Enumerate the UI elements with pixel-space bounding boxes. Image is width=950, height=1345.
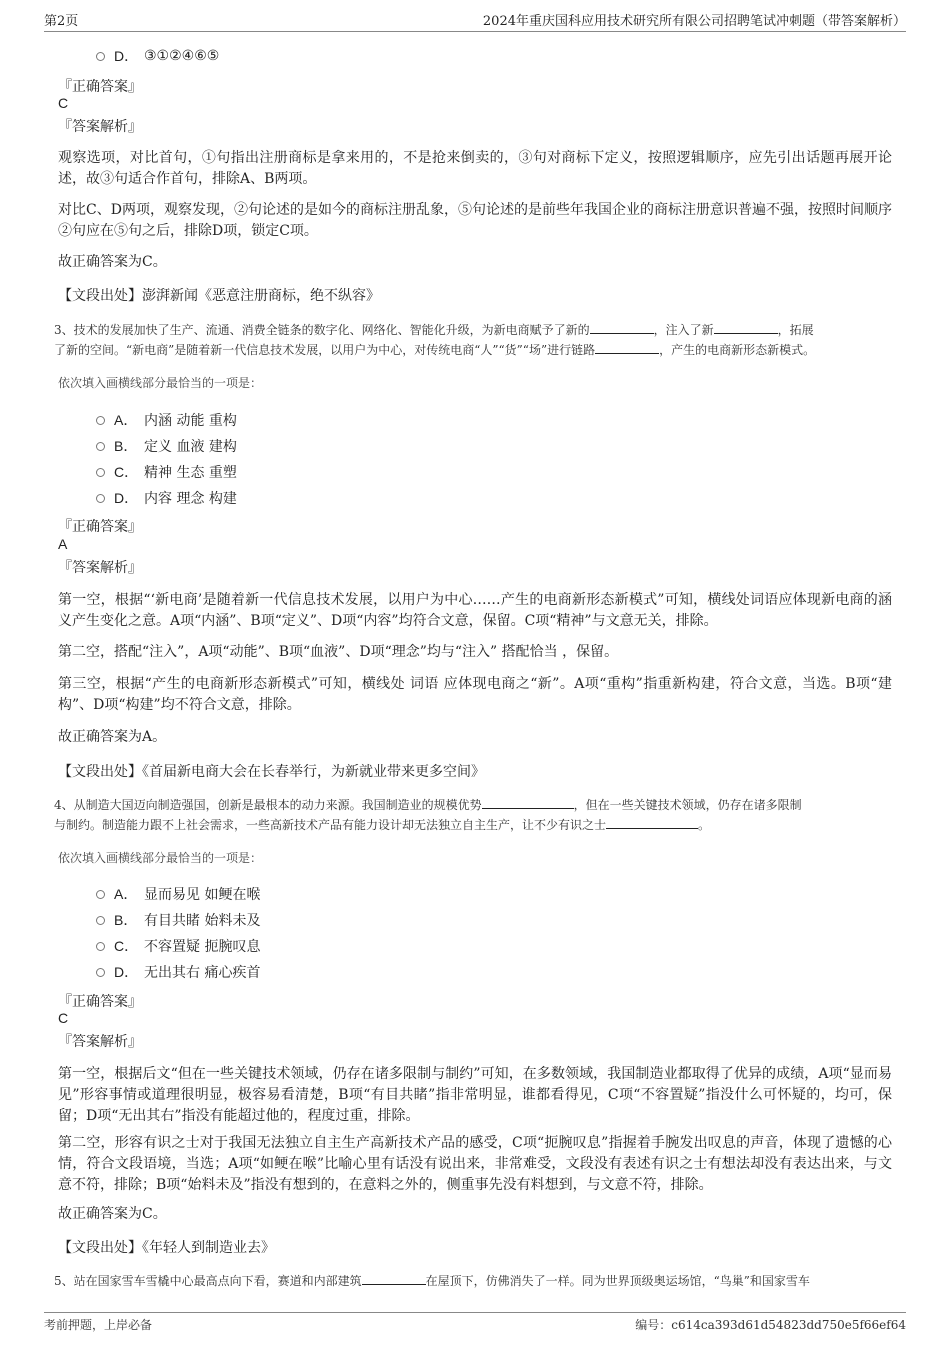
footer-document-id: 编号：c614ca393d61d54823dd750e5f66ef64 bbox=[635, 1318, 906, 1332]
document-title: 2024年重庆国科应用技术研究所有限公司招聘笔试冲刺题（带答案解析） bbox=[482, 14, 906, 29]
q3-analysis-label: 『答案解析』 bbox=[58, 560, 142, 576]
q4-answer: C bbox=[58, 1010, 69, 1026]
q4-option-b[interactable] bbox=[96, 910, 260, 930]
option-key: A． bbox=[114, 412, 138, 428]
q4-blank-1 bbox=[482, 796, 574, 809]
option-text: 显而易见 如鲠在喉 bbox=[144, 887, 261, 903]
q3-blank-3 bbox=[595, 341, 659, 354]
q4-analysis-para-2: 第二空，形容有识之士对于我国无法独立自主生产高新技术产品的感受，C项“扼腕叹息”指握着手腕发出叹息的声音，体现了遗憾的心情，符合文段语境，当选；A项“如鲠在喉”比喻心里有话没有说出来，非常难受，文段没有表述有识之士有想法却没有表达出来，与文意不符，排除；B项“始料未及”指没有想到的，在意料之外的，侧重事先没有料想到，与文意不符，排除。 bbox=[58, 1135, 892, 1193]
option-key: C． bbox=[114, 938, 139, 954]
q3-blank-1 bbox=[590, 321, 654, 334]
radio-icon[interactable] bbox=[96, 942, 105, 951]
q3-stem-text: ，产生的电商新形态新模式。 bbox=[659, 343, 816, 357]
q4-blank-2 bbox=[606, 816, 698, 829]
option-text: 定义 血液 建构 bbox=[144, 439, 237, 455]
q3-instruction: 依次填入画横线部分最恰当的一项是： bbox=[58, 376, 263, 390]
q3-option-b[interactable] bbox=[96, 436, 237, 456]
option-key: C． bbox=[114, 464, 139, 480]
q4-option-c[interactable] bbox=[96, 936, 260, 956]
option-text: 无出其右 痛心疾首 bbox=[144, 965, 261, 981]
q5-stem-text: 5、站在国家雪车雪橇中心最高点向下看，赛道和内部建筑 bbox=[54, 1274, 362, 1288]
option-key: A． bbox=[114, 886, 138, 902]
option-text: ③①②④⑥⑤ bbox=[144, 48, 220, 64]
q4-analysis-label: 『答案解析』 bbox=[58, 1034, 142, 1050]
radio-icon[interactable] bbox=[96, 494, 105, 503]
q4-stem-text: 与制约。制造能力跟不上社会需求，一些高新技术产品有能力设计却无法独立自主生产，让不少有识之士 bbox=[54, 818, 607, 832]
q4-stem bbox=[54, 795, 896, 835]
q3-stem-text: 了新的空间。“新电商”是随着新一代信息技术发展，以用户为中心，对传统电商“人”“货”“场”进行链路 bbox=[54, 343, 596, 357]
q3-stem-text: 3、技术的发展加快了生产、流通、消费全链条的数字化、网络化、智能化升级，为新电商赋予了新的 bbox=[54, 323, 590, 337]
q2-analysis-para-1: 观察选项，对比首句，①句指出注册商标是拿来用的，不是抢来倒卖的，③句对商标下定义，按照逻辑顺序，应先引出话题再展开论述，故③句适合作首句，排除A、B两项。 bbox=[58, 150, 892, 187]
q2-answer-label: 『正确答案』 bbox=[58, 79, 142, 95]
q3-analysis-para-3: 第三空，根据“产生的电商新形态新模式”可知，横线处 词语 应体现电商之“新”。A项“重构”指重新构建，符合文意，当选。B项“建构”、D项“构建”均不符合文意，排除。 bbox=[58, 676, 892, 713]
q3-source: 【文段出处】《首届新电商大会在长春举行，为新就业带来更多空间》 bbox=[58, 764, 485, 780]
q2-analysis-label: 『答案解析』 bbox=[58, 119, 142, 135]
page-number: 第2页 bbox=[44, 14, 79, 29]
q3-option-d[interactable] bbox=[96, 488, 237, 508]
q2-option-d[interactable] bbox=[96, 46, 219, 66]
q4-answer-label: 『正确答案』 bbox=[58, 994, 142, 1010]
q2-source: 【文段出处】澎湃新闻《恶意注册商标，绝不纵容》 bbox=[58, 288, 380, 304]
q3-stem-text: ，注入了新 bbox=[653, 323, 714, 337]
option-key: B． bbox=[114, 912, 138, 928]
radio-icon[interactable] bbox=[96, 468, 105, 477]
footer-slogan: 考前押题，上岸必备 bbox=[44, 1318, 153, 1332]
q3-analysis-para-1: 第一空，根据“‘新电商’是随着新一代信息技术发展，以用户为中心……产生的电商新形态新模式”可知，横线处词语应体现新电商的涵义产生变化之意。A项“内涵”、B项“定义”、D项“内容”均符合文意，保留。C项“精神”与文意无关，排除。 bbox=[58, 592, 892, 629]
page-footer bbox=[44, 1312, 906, 1334]
q4-stem-text: 4、从制造大国迈向制造强国，创新是最根本的动力来源。我国制造业的规模优势 bbox=[54, 798, 482, 812]
option-key: D． bbox=[114, 48, 139, 64]
option-text: 精神 生态 重塑 bbox=[144, 465, 237, 481]
option-key: D． bbox=[114, 490, 139, 506]
q2-analysis-para-2: 对比C、D两项，观察发现，②句论述的是如今的商标注册乱象，⑤句论述的是前些年我国企业的商标注册意识普遍不强，按照时间顺序②句应在⑤句之后，排除D项，锁定C项。 bbox=[58, 202, 892, 239]
option-text: 有目共睹 始料未及 bbox=[144, 913, 261, 929]
q3-option-c[interactable] bbox=[96, 462, 237, 482]
q5-stem bbox=[54, 1271, 896, 1291]
q3-analysis-conclusion: 故正确答案为A。 bbox=[58, 729, 167, 745]
page-header bbox=[44, 10, 906, 32]
radio-icon[interactable] bbox=[96, 52, 105, 61]
radio-icon[interactable] bbox=[96, 890, 105, 899]
option-text: 内涵 动能 重构 bbox=[144, 413, 237, 429]
q3-answer: A bbox=[58, 536, 68, 552]
q4-stem-text: ，但在一些关键技术领域，仍存在诸多限制 bbox=[573, 798, 802, 812]
q4-option-d[interactable] bbox=[96, 962, 260, 982]
q4-stem-text: 。 bbox=[698, 818, 711, 832]
option-key: B． bbox=[114, 438, 138, 454]
q2-analysis-conclusion: 故正确答案为C。 bbox=[58, 254, 167, 270]
q4-analysis-conclusion: 故正确答案为C。 bbox=[58, 1206, 167, 1222]
q5-blank-1 bbox=[362, 1272, 426, 1285]
radio-icon[interactable] bbox=[96, 968, 105, 977]
radio-icon[interactable] bbox=[96, 442, 105, 451]
radio-icon[interactable] bbox=[96, 416, 105, 425]
radio-icon[interactable] bbox=[96, 916, 105, 925]
option-text: 内容 理念 构建 bbox=[144, 491, 237, 507]
q5-stem-text: 在屋顶下，仿佛消失了一样。同为世界顶级奥运场馆，“鸟巢”和国家雪车 bbox=[425, 1274, 810, 1288]
option-text: 不容置疑 扼腕叹息 bbox=[144, 939, 261, 955]
q4-source: 【文段出处】《年轻人到制造业去》 bbox=[58, 1240, 275, 1256]
q3-stem-text: ，拓展 bbox=[777, 323, 814, 337]
q3-analysis-para-2: 第二空，搭配“注入”，A项“动能”、B项“血液”、D项“理念”均与“注入” 搭配恰当 ，保留。 bbox=[58, 644, 619, 660]
q4-analysis-para-1: 第一空，根据后文“但在一些关键技术领域，仍存在诸多限制与制约”可知，在多数领域，我国制造业都取得了优异的成绩，A项“显而易见”形容事情或道理很明显，极容易看清楚，B项“有目共睹”指非常明显，谁都看得见，C项“不容置疑”指没什么可怀疑的，均可，保留；D项“无出其右”指没有能超过他的，程度过重，排除。 bbox=[58, 1066, 892, 1124]
q3-answer-label: 『正确答案』 bbox=[58, 519, 142, 535]
q3-blank-2 bbox=[714, 321, 778, 334]
option-key: D． bbox=[114, 964, 139, 980]
q4-option-a[interactable] bbox=[96, 884, 260, 904]
q2-answer: C bbox=[58, 95, 69, 111]
q3-stem bbox=[54, 320, 896, 360]
q4-instruction: 依次填入画横线部分最恰当的一项是： bbox=[58, 851, 263, 865]
q3-option-a[interactable] bbox=[96, 410, 237, 430]
